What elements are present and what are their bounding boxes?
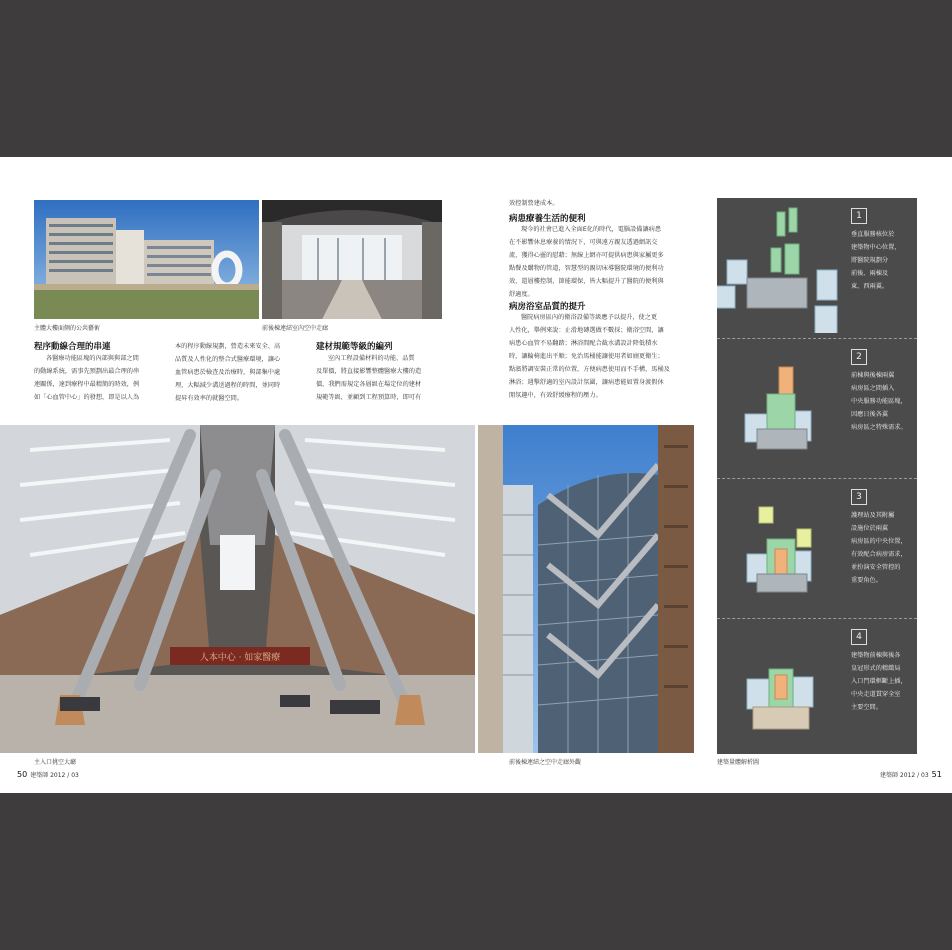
analysis-step-3 — [717, 478, 917, 614]
hospital-exterior-photo — [34, 200, 259, 319]
text-line: 皇冠形式的精緻局 — [851, 665, 901, 672]
text-line: 因應日後各翼 — [851, 411, 889, 418]
text-line: 如「心血管中心」的發想，即是以人為 — [34, 394, 140, 401]
text-line: 前後、兩棟及 — [851, 270, 889, 277]
main-lobby-image — [0, 425, 475, 753]
text-line: 及單價，將直接影響整體醫療大樓的造 — [316, 368, 422, 375]
text-line: 淋浴；週擊舒適的室內設計氛圍，讓病患能如置身渡假休 — [509, 379, 664, 386]
text-line: 規範等級，並顧到工程預算時，即可有 — [316, 394, 422, 401]
analysis-step-1 — [717, 198, 917, 333]
text-line: 室內工程設備材料的功能、品質 — [328, 355, 415, 362]
text-line: 本的程序動線規劃，營造未來安全、高 — [175, 343, 281, 350]
text-line: 提昇有效率的就醫空間。 — [175, 395, 244, 402]
analysis-step-2 — [717, 338, 917, 474]
text-line: 有效配合病房需求， — [851, 551, 907, 558]
text-line: 病患心血管不易翻踏；淋浴間配合截水溝設計降低積水 — [509, 340, 658, 347]
folio-text: 建築師 2012 / 03 — [880, 772, 929, 779]
text-line: 重要角色。 — [851, 577, 882, 584]
text-line: 點餐及購物的管道，智慧型的親切床導醫院環境的便利功 — [509, 265, 664, 272]
text-line: 醫院病房區內的衛浴設備等級應予以提升，使之更 — [521, 314, 658, 321]
step-description — [851, 649, 907, 714]
lobby-sign: 人本中心 · 如家醫療 — [199, 653, 281, 663]
main-lobby-photo — [0, 425, 475, 753]
text-line: 現今的社會已進入全面E化的時代，電腦設備讓病患 — [521, 226, 662, 233]
text-line: 在不影響休息療養的情況下，可與遠方親友透過網訊交 — [509, 239, 658, 246]
text-line: 建築物前棟與後各 — [851, 652, 901, 659]
heading-material-specs: 建材規範等級的編列 — [316, 342, 393, 352]
massing-analysis-panel — [717, 198, 917, 754]
photo-caption-sky-bridge: 前後棟連結室內空中走廊 — [262, 325, 329, 332]
heading-patient-convenience: 病患療養生活的便利 — [509, 214, 586, 224]
text-line: 的動線系統，需事先預劃出最合理的串 — [34, 368, 140, 375]
step-number-badge: 3 — [851, 489, 867, 505]
step-number-badge: 2 — [851, 349, 867, 365]
text-line: 將醫院規劃分 — [851, 257, 889, 264]
sky-bridge-exterior-photo — [478, 425, 694, 753]
text-line: 理，大幅減少溝送過程的時間，並同時 — [175, 382, 281, 389]
text-line: 病房區之間插入 — [851, 385, 895, 392]
text-line: 效控制營建成本。 — [509, 200, 559, 207]
column-4-text-1 — [509, 223, 664, 301]
text-line: 建築物中心位置， — [851, 244, 901, 251]
photo-caption-exterior: 主體大樓面側的公共藝術 — [34, 325, 101, 332]
text-line: 病房區之特殊需求。 — [851, 424, 907, 431]
page-number: 51 — [931, 770, 942, 779]
text-line: 流，獲得心靈的慰藉；無線上網亦可提供病患與家屬更多 — [509, 252, 664, 259]
heading-bathroom-quality: 病房浴室品質的提升 — [509, 302, 586, 312]
text-line: 中央走道貫穿全室 — [851, 691, 901, 698]
massing-diagram-1 — [717, 198, 847, 333]
text-line: 東、西兩翼。 — [851, 283, 889, 290]
panel-caption: 建築量體解析圖 — [717, 759, 760, 766]
hospital-exterior-image — [34, 200, 259, 319]
page-folio-left — [14, 770, 79, 779]
text-line: 入口門環框斷上插， — [851, 678, 907, 685]
sky-bridge-interior-photo — [262, 200, 442, 319]
page-folio-right — [880, 770, 945, 779]
step-description — [851, 369, 907, 434]
text-line: 各醫療功能區塊的內部與與部之間 — [46, 355, 139, 362]
text-line: 時，讓輪椅進出平順；免治馬桶能讓使用者如廁更衛生； — [509, 353, 664, 360]
folio-text: 建築師 2012 / 03 — [30, 772, 79, 779]
column-1-text — [34, 352, 139, 404]
sky-bridge-exterior-image — [478, 425, 694, 753]
massing-diagram-2 — [717, 339, 847, 474]
text-line: 並扮演安全管控的 — [851, 564, 901, 571]
column-4-lead — [509, 197, 559, 210]
column-2-text — [175, 340, 280, 405]
sky-bridge-interior-image — [262, 200, 442, 319]
text-line: 閒氛趣中，有效舒緩療程的壓力。 — [509, 392, 602, 399]
text-line: 垂直服務核位於 — [851, 231, 895, 238]
photo-caption-bridge-exterior: 前後棟連結之空中走廊外觀 — [509, 759, 582, 766]
text-line: 連關係，達到療程中最精簡的時效，例 — [34, 381, 140, 388]
text-line: 效，還層樓控制，節能環保，皆大幅提升了醫院的便利與 — [509, 278, 664, 285]
text-line: 血管病患於檢查及治療時，與部集中處 — [175, 369, 281, 376]
text-line: 病房區的中央位置， — [851, 538, 907, 545]
text-line: 價，我們需規定各層級在場定位的建材 — [316, 381, 422, 388]
step-number-badge: 1 — [851, 208, 867, 224]
text-line: 護理站及其附屬 — [851, 512, 895, 519]
page-number: 50 — [17, 770, 28, 779]
text-line: 舒適度。 — [509, 291, 534, 298]
step-number-badge: 4 — [851, 629, 867, 645]
text-line: 前棟與後棟兩翼 — [851, 372, 895, 379]
text-line: 人性化，舉例來說：止滑地磚選做不數採；衛浴空間，讓 — [509, 327, 664, 334]
text-line: 設施位於兩翼 — [851, 525, 889, 532]
step-description — [851, 228, 901, 293]
text-line: 主要空間。 — [851, 704, 882, 711]
analysis-step-4 — [717, 618, 917, 754]
photo-caption-lobby: 主入口挑空大廳 — [34, 759, 77, 766]
text-line: 中央服務功能區塊， — [851, 398, 907, 405]
text-line: 品質及人性化的整合式醫療環境，讓心 — [175, 356, 281, 363]
text-line: 點濱將調安裝正常的位置，方便病患使用而不手構，馬桶及 — [509, 366, 670, 373]
massing-diagram-4 — [717, 619, 847, 754]
heading-workflow-circulation: 程序動線合理的串連 — [34, 342, 111, 352]
column-4-text-2 — [509, 311, 670, 402]
massing-diagram-3 — [717, 479, 847, 614]
column-3-text — [316, 352, 421, 404]
step-description — [851, 509, 907, 587]
